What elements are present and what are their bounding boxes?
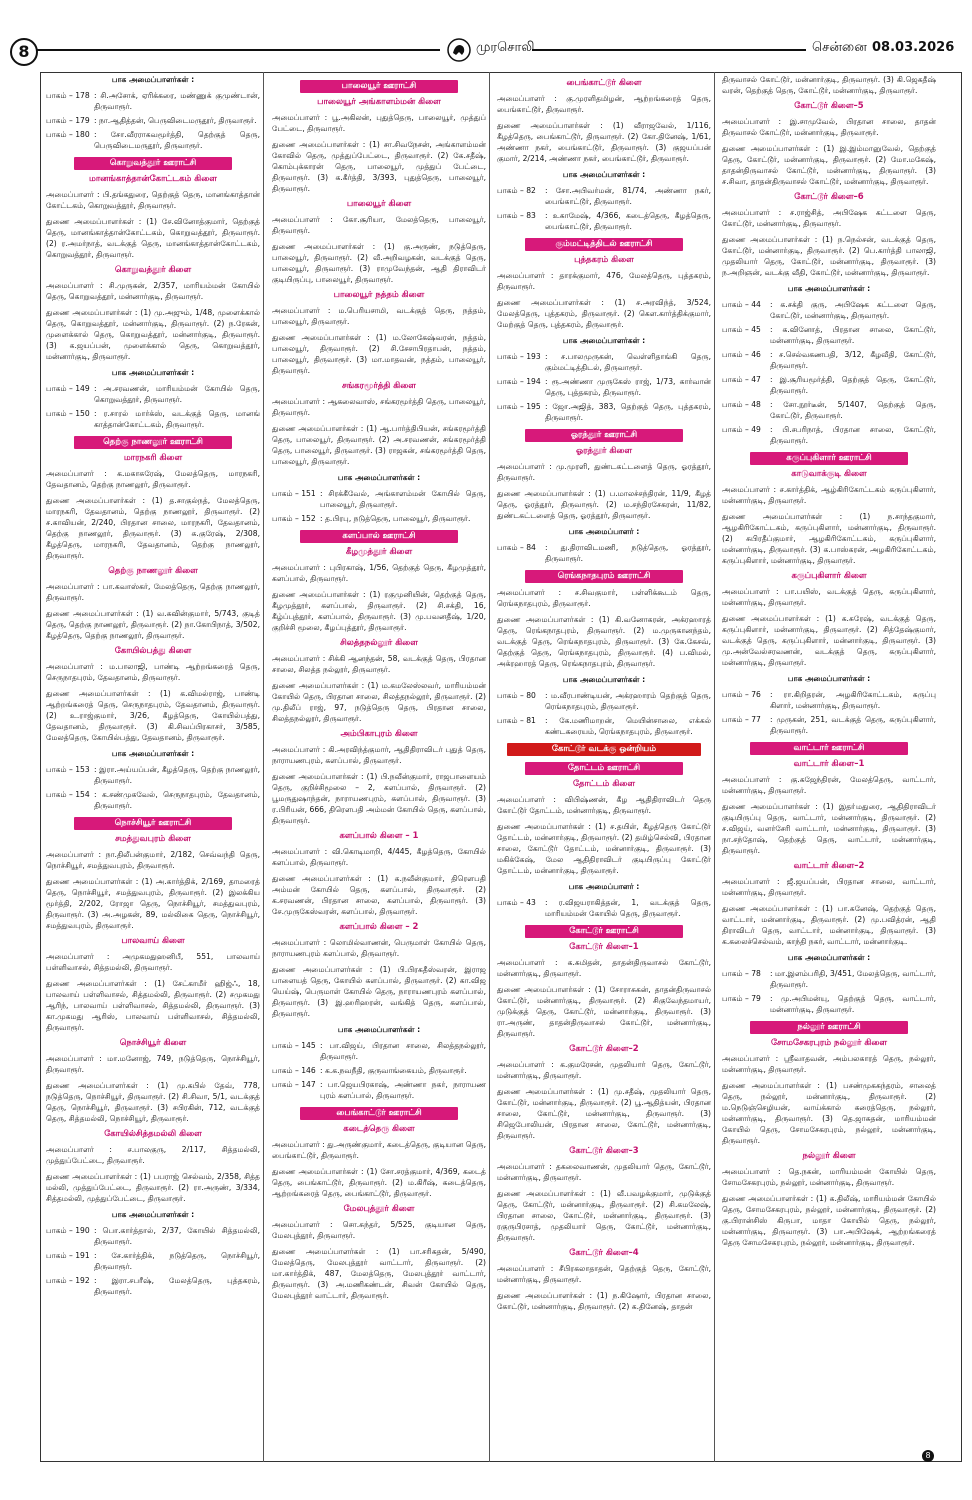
branch-heading: பாலையூர் கிளை	[346, 199, 412, 209]
section-label: பாக அமைப்பாளர்கள் :	[111, 749, 195, 758]
booth-row	[722, 714, 936, 736]
appointment-paragraph: அமைப்பாளர் : வி.கொடிமாறி, 4/445, கீழத்தெரு, கோயில் களப்பால், திருவாரூர்.	[272, 847, 486, 867]
booth-organiser: : ச.பாலமுருகன், வெள்ளிதாங்கி தெரு, கும்மட்டித்திடல், திருவாரூர்.	[545, 352, 711, 372]
booth-row	[497, 185, 711, 207]
branch-heading: அம்பிகாபுரம் கிளை	[340, 729, 418, 739]
branch-heading: பாலவாய் கிளை	[121, 936, 185, 946]
branch-heading: ஓரத்தூர் கிளை	[575, 446, 633, 456]
section-label: பாக அமைப்பாளர்கள் :	[787, 674, 871, 683]
branch-heading: சமத்துவபுரம் கிளை	[115, 834, 191, 844]
booth-organiser: : சோ.வீரராகவமூர்த்தி, தெற்குத் தெரு, பெருவிடைமருதூர், திருவாரூர்.	[94, 130, 260, 150]
branch-heading: கருப்புகிளார் கிளை	[791, 571, 867, 581]
booth-number: பாகம் – 80	[497, 691, 536, 700]
appointment-paragraph: துணை அமைப்பாளர்கள் : (1) மு.கபில் தேவ், 778, நடுத்தெரு, நொச்சியூர், திருவாரூர். (2) சி.சிவா, 5/1, வடக்குத் தெரு, நொச்சியூர், திருவாரூர். (3) சபிரகின், 712, வடக்குத் தெரு, சித்தமல்லி, நொச்சியூர், திருவாரூர்.	[46, 1081, 260, 1123]
booth-organiser: : பா.ஜெயபிரகாஷ், அண்ணா நகர், நாராயண புரம் களப்பால், திருவாரூர்.	[320, 1080, 486, 1100]
booth-row	[722, 968, 936, 990]
booth-number: பாகம் – 193	[497, 352, 541, 361]
appointment-paragraph: திருவாசல் கோட்டூர், மன்னார்குடி, திருவாரூர். (3) கி.ஜெகதீஷ் வரன், தெற்குத் தெரு, கோட்டூர், மன்னார்குடி, திருவாரூர்.	[722, 75, 936, 95]
booth-organiser: : கே.மணிமாறன், மெயின்சாலை, எக்கல் கண்டகரையம், ரெங்கநாதபுரம், திருவாரூர்.	[545, 716, 711, 736]
appointment-paragraph: துணை அமைப்பாளர்கள் : (1) பசண்முகசுந்தரம், சாலைத் தெரு, நல்லூர், மன்னார்குடி, திருவாரூர். (2) ம.நெடுஞ்செழியன், வாய்க்கால் கரைத்தெரு, நல்லூர், மன்னார்குடி, திருவாரூர். (3) தெ.ஜாசுதன், மாரியம்மன் கோயில் தெரு, சோமசேகரபுரம், நல்லூர், மன்னார்குடி, திருவாரூர்.	[722, 1081, 936, 1145]
section-label: பாக அமைப்பாளர் :	[568, 882, 640, 891]
branch-heading: நொச்சியூர் கிளை	[119, 1038, 187, 1048]
panchayat-banner: கோட்டூர் ஊராட்சி	[525, 925, 683, 938]
booth-organiser: : பி.சபரிநாத், பிரதான சாலை, கோட்டூர், திருவாரூர்.	[770, 425, 936, 445]
appointment-paragraph: துணை அமைப்பாளர்கள் : (1) ச.தயிள், கீழத்தெரு கோட்டூர் தோட்டம், மன்னார்குடி, திருவாரூர். (2) தமிழ்செல்வி, பிரதான சாலை, கோட்டூர் தோட்டம், மன்னார்குடி, திருவாரூர். (3) மகிக்கேஷ், மேல ஆதிதிராவிடர் குடியிருப்பு கோட்டூர் தோட்டம், மன்னார்குடி, திருவாரூர்.	[497, 822, 711, 875]
booth-row	[722, 349, 936, 371]
appointment-paragraph: அமைப்பாளர் : ஸ்ரீவாதவன், அம்பலகாரத் தெரு, நல்லூர், மன்னார்குடி, திருவாரூர்.	[722, 1054, 936, 1074]
branch-heading: கோட்டூர் கிளை–2	[569, 1044, 639, 1054]
panchayat-banner: தெற்கு நாணலூர் ஊராட்சி	[74, 436, 232, 449]
booth-row	[722, 993, 936, 1015]
panchayat-banner: ஓரத்தூர் ஊராட்சி	[525, 429, 683, 442]
appointment-paragraph: அமைப்பாளர் : கி.அரவிந்த்குமார், ஆதிதிராவிடர் புதுத் தெரு, நாராயணபுரம், களப்பால், திருவாரூர்.	[272, 745, 486, 765]
appointment-paragraph: துணை அமைப்பாளர்கள் : (1) மு.அஜும், 1/48, முளைக்கால் தெரு, கொறுவத்தூர், மன்னார்குடி, திருவாரூர். (2) ந.ரேகன், முளைக்கால் தெரு, கொறுவத்தூர், மன்னார்குடி, திருவாரூர். (3) க.ஜயப்பன், முளைக்கால் தெரு, கொறுவத்தூர், மன்னார்குடி, திருவாரூர்.	[46, 308, 260, 361]
appointment-paragraph: துணை அமைப்பாளர்கள் : (1) ரகுமுனியின், தெற்குத் தெரு, கீழமுத்தூர், களப்பால், திருவாரூர். (2) சி.சக்தி, 16, கீழ்ப்புத்தூர், களப்பால், திருவாரூர். (3) மு.பவனதீஷ், 1/20, குறிச்சி மூலை, கீழப்புத்தூர், திருவாரூர்.	[272, 590, 486, 632]
branch-heading: கொறுவத்தூர் கிளை	[114, 265, 192, 275]
union-banner: கோட்டூர் வடக்கு ஒன்றியம்	[507, 743, 701, 756]
booth-number: பாகம் – 82	[497, 186, 536, 195]
booth-number: பாகம் – 44	[722, 300, 761, 309]
panchayat-banner: கருப்புகிளார் ஊராட்சி	[750, 452, 908, 465]
appointment-paragraph: அமைப்பாளர் : பா.கவாஸ்கர், மேலத்தெரு, தெற்கு நாணலூர், திருவாரூர்.	[46, 582, 260, 602]
appointment-paragraph: அமைப்பாளர் : பி.தங்கதுரை, தெற்குத் தெரு, மானங்காத்தான் கோட்டகம், கொறுவத்தூர், திருவாரூர்.	[46, 190, 260, 210]
booth-row	[722, 424, 936, 446]
section-label: பாக அமைப்பாளர்கள் :	[562, 336, 646, 345]
panchayat-banner: களப்பால் ஊராட்சி	[300, 530, 458, 543]
section-label: பாக அமைப்பாளர்கள் :	[562, 170, 646, 179]
booth-number: பாகம் – 43	[497, 898, 536, 907]
booth-organiser: : த.பிரபு, நடுத்தெரு, பாலையூர், திருவாரூர்.	[320, 514, 471, 523]
booth-row	[46, 764, 260, 786]
appointment-paragraph: அமைப்பாளர் : பா.பயிஸ், வடக்குத் தெரு, கருப்புகிளார், மன்னார்குடி, திருவாரூர்.	[722, 587, 936, 607]
branch-heading: பாலையூர் நத்தம் கிளை	[333, 290, 425, 300]
booth-organiser: : இரா.அய்யப்பன், கீழத்தெரு, தெற்கு நாணலூர், திருவாரூர்.	[94, 765, 260, 785]
panchayat-banner: தோட்டம் ஊராட்சி	[525, 762, 683, 775]
appointment-paragraph: அமைப்பாளர் : ம.பெரியசாமி, வடக்குத் தெரு, நத்தம், பாலையூர், திருவாரூர்.	[272, 306, 486, 326]
appointment-paragraph: அமைப்பாளர் : ச.ராஜ்சித், அபிஷேக கட்டளை தெரு, கோட்டூர், மன்னார்குடி, திருவாரூர்.	[722, 208, 936, 228]
appointment-paragraph: அமைப்பாளர் : சீபிரகலாதாதன், தெற்குத் தெரு, கோட்டூர், மன்னார்குடி, திருவாரூர்.	[497, 1264, 711, 1284]
branch-heading: சங்கரமூர்த்தி கிளை	[342, 381, 416, 391]
appointment-paragraph: துணை அமைப்பாளர்கள் : (1) வீராஜவேல், 1/116, கீழத்தெரு, பைங்காட்டூர், திருவாரூர். (2) கோ.தினேஷ், 1/61, அண்ணா நகர், பைங்காட்டூர், திருவாரூர். (3) குஜயப்பன் குமார், 2/214, அண்ணா நகர், பைங்காட்டூர், திருவாரூர்.	[497, 121, 711, 163]
appointment-paragraph: துணை அமைப்பாளர்கள் : (1) இ.இம்மானுவேல், தெற்குத் தெரு, கோட்டூர், மன்னார்குடி, திருவாரூர். (2) மோ.மகேஷ், தாதன்திருவாசல் கோட்டூர், மன்னார்குடி, திருவாரூர். (3) ச.சிவா, தாதன்திருவாசல் கோட்டூர், மன்னார்குடி, திருவாரூர்.	[722, 144, 936, 186]
booth-number: பாகம் – 46	[722, 350, 761, 359]
appointment-paragraph: துணை அமைப்பாளர்கள் : (1) ஆ.பார்த்திபியன், சங்கரமூர்த்தி தெரு, பாலையூர், திருவாரூர். (2) அ.சரவணன், சங்கரமூர்த்தி தெரு, பாலையூர், திருவாரூர். (3) ராஜகன், சங்கரமூர்த்தி தெரு, பாலையூர், திருவாரூர்.	[272, 424, 486, 466]
appointment-paragraph: அமைப்பாளர் : தகலைவாணன், முதலியார் தெரு, கோட்டூர், மன்னார்குடி, திருவாரூர்.	[497, 1162, 711, 1182]
appointment-paragraph: துணை அமைப்பாளர்கள் : (1) ச.அரவிந்த், 3/524, மேலத்தெரு, புத்தகரம், திருவாரூர். (2) கௌ.கார்த்திக்குமார், மேற்குத் தெரு, புத்தகரம், திருவாரூர்.	[497, 298, 711, 329]
panchayat-banner: நல்லூர் ஊராட்சி	[750, 1021, 908, 1034]
panchayat-banner: ரெங்கநாதபுரம் ஊராட்சி	[525, 570, 683, 583]
appointment-paragraph: அமைப்பாளர் : ஆகலைவாஸ், சங்கரமூர்த்தி தெரு, பாலையூர், திருவாரூர்.	[272, 397, 486, 417]
booth-row	[722, 399, 936, 421]
booth-number: பாகம் – 79	[722, 994, 761, 1003]
booth-row	[497, 542, 711, 564]
appointment-paragraph: அமைப்பாளர் : லொமில்வாணன், பெருமாள் கோயில் தெரு, நாராயணபுரம் களப்பால், திருவாரூர்.	[272, 938, 486, 958]
appointment-paragraph: துணை அமைப்பாளர்கள் : (1) சே.வினோத்குமார், தெற்குத் தெரு, மானங்காத்தான்கோட்டகம், கொறுவத்தூர், திருவாரூர். (2) ர.அமர்நாத், வடக்குத் தெரு, மானங்காத்தான்கோட்டகம், கொறுவத்தூர், திருவாரூர்.	[46, 217, 260, 259]
appointment-paragraph: துணை அமைப்பாளர்கள் : (1) பபராஜ் செல்வம், 2/358, சித்த மல்லி, முத்துப்பேட்டை, திருவாரூர். (2) ரா.அருண், 3/334, சித்தமல்லி, முத்துப்பேட்டை, திருவாரூர்.	[46, 1172, 260, 1203]
booth-row	[497, 690, 711, 712]
booth-row	[46, 1275, 260, 1297]
booth-organiser: : சி.அசோக், ஏரிக்கரை, மண்ணுக் குமுண்டான், திருவாரூர்.	[94, 91, 260, 111]
branch-heading: கோட்டூர் கிளை–5	[794, 101, 864, 111]
booth-number: பாகம் – 179	[46, 116, 90, 125]
branch-heading: கடைத்தெரு கிளை	[343, 1124, 415, 1134]
appointment-paragraph: அமைப்பாளர் : இ.சாமுவேல், பிரதான சாலை, தாதன் திருவாசல் கோட்டூர், மன்னார்குடி, திருவாரூர்.	[722, 117, 936, 137]
booth-organiser: : நா.ஆதித்தன், பெருவிடைமருதூர், திருவாரூர்.	[94, 116, 257, 125]
branch-heading: வாட்டார் கிளை–2	[793, 861, 865, 871]
branch-heading: களப்பால் கிளை – 1	[339, 831, 419, 841]
appointment-paragraph: அமைப்பாளர் : து.அருண்குமார், கடைத்தெரு, குடியான தெரு, பைங்காட்டூர், திருவாரூர்.	[272, 1140, 486, 1160]
appointment-paragraph: துணை அமைப்பாளர்கள் : (1) க.திலீஷ், மாரியம்மன் கோயில் தெரு, சோமசேகரபுரம், நல்லூர், மன்னார்குடி, திருவாரூர். (2) கு.பிரான்சிஸ் கிருபா, மாதா கோயில் தெரு, நல்லூர், மன்னார்குடி, திருவாரூர். (3) பா.அபிஷேக், ஆற்றங்கரைத் தெரு சோமசேகரபுரம், நல்லூர், மன்னார்குடி, திருவாரூர்.	[722, 1194, 936, 1247]
appointment-paragraph: அமைப்பாளர் : ச.கார்த்திக், ஆழ்கிரிகோட்டகம் கருப்புகிளார், மன்னார்குடி, திருவாரூர்.	[722, 485, 936, 505]
column-divider-1	[263, 72, 264, 1462]
booth-number: பாகம் – 150	[46, 409, 90, 418]
booth-row	[497, 897, 711, 919]
appointment-paragraph: துணை அமைப்பாளர்கள் : (1) பி.நவீன்குமார், ராஜபாளையம் தெரு, குறிச்சிமூலை – 2, களப்பால், திருவாரூர். (2) பூமருதுஷாந்தன், நாராயணபுரம், களப்பால், திருவாரூர். (3) ர.பிரியன், 666, திரௌபதி அம்மன் கோயில் தெரு, களப்பால், திருவாரூர்.	[272, 772, 486, 825]
booth-number: பாகம் – 47	[722, 375, 761, 384]
booth-organiser: : ரா.கிறிதரன், அழகிரிகோட்டகம், கருப்பு கிளார், மன்னார்குடி, திருவாரூர்.	[770, 690, 936, 710]
booth-row	[722, 324, 936, 346]
appointment-paragraph: துணை அமைப்பாளர்கள் : (1) வீ.பவழக்குமார், முடுக்குத் தெரு, கோட்டூர், மன்னார்குடி, திருவாரூர். (2) சி.கமலேஷ், பிரதான சாலை, கோட்டூர், மன்னார்குடி, திருவாரூர். (3) ரகுருபிரசாத், முதலியார் தெரு, கோட்டூர், மன்னார்குடி, திருவாரூர்.	[497, 1189, 711, 1242]
booth-number: பாகம் – 76	[722, 690, 761, 699]
section-label: பாக அமைப்பாளர் :	[568, 527, 640, 536]
branch-heading: கோட்டூர் கிளை–6	[794, 192, 864, 202]
footer-page-number: 8	[922, 1450, 934, 1462]
booth-organiser: : உகாமேஷ், 4/366, கடைத்தெரு, கீழத்தெரு, பைங்காட்டூர், திருவாரூர்.	[545, 211, 711, 231]
appointment-paragraph: அமைப்பாளர் : க.மகாசுரேஷ், மேலத்தெரு, மாரநகரி, தேவதானம், தெற்கு நாணலூர், திருவாரூர்.	[46, 469, 260, 489]
booth-number: பாகம் – 154	[46, 790, 90, 799]
appointment-paragraph: அமைப்பாளர் : கு.முரளிதமிழன், ஆற்றங்கரைத் தெரு, பைங்காட்டூர், திருவாரூர்.	[497, 94, 711, 114]
booth-organiser: : மு.அபிமன்யு, தெற்குத் தெரு, வாட்டார், மன்னார்குடி, திருவாரூர்.	[770, 994, 936, 1014]
appointment-paragraph: துணை அமைப்பாளர்கள் : (1) கி.வனோகரன், அக்ரஹாரத் தெரு, ரெங்கநாதபுரம், திருவாரூர். (2) ம.முருகானந்தம், வடக்குத் தெரு, ரெங்கநாதபுரம், திருவாரூர். (3) கே.கேசவ், தெற்குத் தெரு, ரெங்கநாதபுரம், திருவாரூர். (4) ப.விமல், அக்ரஹாரத் தெரு, ரெங்கநாதபுரம், திருவாரூர்.	[497, 615, 711, 668]
branch-heading: வாட்டார் கிளை–1	[793, 759, 865, 769]
panchayat-banner: வாட்டார் ஊராட்சி	[750, 742, 908, 755]
section-label: பாக அமைப்பாளர்கள் :	[337, 1025, 421, 1034]
appointment-paragraph: அமைப்பாளர் : க.குமரேசன், முதலியார் தெரு, கோட்டூர், மன்னார்குடி, திருவாரூர்.	[497, 1060, 711, 1080]
booth-row	[46, 408, 260, 430]
booth-number: பாகம் – 83	[497, 211, 536, 220]
section-label: பாக அமைப்பாளர்கள் :	[111, 75, 195, 84]
booth-organiser: : பா.விஜய், பிரதான சாலை, சிலத்தநல்லூர், திருவாரூர்.	[320, 1041, 486, 1061]
booth-row	[272, 1079, 486, 1101]
booth-organiser: : சிரக்கீவேல், அங்காளம்மன் கோயில் தெரு, பாலையூர், திருவாரூர்.	[320, 489, 486, 509]
branch-heading: கோயில்பத்து கிளை	[114, 646, 192, 656]
booth-row	[497, 210, 711, 232]
appointment-paragraph: துணை அமைப்பாளர்கள் : (1) ந.நெல்சன், வடக்குத் தெரு, கோட்டூர், மன்னார்குடி, திருவாரூர். (2) பெ.கார்த்தி பாலாஜி, முதலியார் தெரு, கோட்டூர், மன்னார்குடி, திருவாரூர். (3) ந.அறிஞன், வடக்கு வீதி, கோட்டூர், மன்னார்குடி, திருவாரூர்.	[722, 235, 936, 277]
appointment-paragraph: துணை அமைப்பாளர்கள் : (1) க.நவீன்குமார், திரௌபதி அம்மன் கோயில் தெரு, களப்பால், திருவாரூர். (2) க.சரவணன், பிரதான சாலை, களப்பால், திருவாரூர். (3) சே.முருகேஸ்வரன், களப்பால், திருவாரூர்.	[272, 874, 486, 916]
section-label: பாக அமைப்பாளர்கள் :	[562, 675, 646, 684]
appointment-paragraph: அமைப்பாளர் : கு.கஜேந்திரன், மேலத்தெரு, வாட்டார், மன்னார்குடி, திருவாரூர்.	[722, 775, 936, 795]
appointment-paragraph: துணை அமைப்பாளர்கள் : (1) அ.கார்த்திக், 2/169, தாமரைத் தெரு, நொச்சியூர், சமத்துவபுரம், திருவாரூர். (2) இலக்கிய மூர்த்தி, 2/202, ரோஜா தெரு, நொச்சியூர், சமத்துவபுரம், திருவாரூர். (3) அ.அழகன், 89, மல்லிகை தெரு, நொச்சியூர், சமத்துவபுரம், திருவாரூர்.	[46, 877, 260, 930]
booth-number: பாகம் – 84	[497, 543, 536, 552]
appointment-paragraph: துணை அமைப்பாளர்கள் : (1) பி.பிரகதீஸ்வரன், இராஜ பாளையத் தெரு, கோயில் களப்பால், திருவாரூர். (2) கா.விஜ யெய்ஷ், பெருமாள் கோயில் தெரு, நாராயணபுரம் களப்பால், திருவாரூர். (3) இ.ஹரிஹரன், வங்கித் தெரு, களப்பால், திருவாரூர்.	[272, 965, 486, 1018]
appointment-paragraph: அமைப்பாளர் : நா.திலீபன்குமார், 2/182, செவ்வந்தி தெரு, நொச்சியூர், சமத்துவபுரம், திருவாரூர்.	[46, 850, 260, 870]
booth-organiser: : ர.விஜயராகித்தன், 1, வடக்குத் தெரு, மாரியம்மன் கோயில் தெரு, திருவாரூர்.	[545, 898, 711, 918]
appointment-paragraph: அமைப்பாளர் : பூ.அகிலன், புதுத்தெரு, பாலையூர், முத்துப் பேட்டை, திருவாரூர்.	[272, 113, 486, 133]
booth-number: பாகம் – 77	[722, 715, 761, 724]
booth-number: பாகம் – 48	[722, 400, 761, 409]
appointment-paragraph: அமைப்பாளர் : சி.முருகன், 2/357, மாரியம்மன் கோயில் தெரு, கொறுவத்தூர், மன்னார்குடி, திருவாரூர்.	[46, 281, 260, 301]
booth-row	[46, 789, 260, 811]
branch-heading: மாரநகரி கிளை	[123, 453, 183, 463]
booth-row	[272, 513, 486, 524]
panchayat-banner: பாலையூர் ஊராட்சி	[300, 80, 458, 93]
column-divider-3	[714, 72, 715, 1462]
appointment-paragraph: துணை அமைப்பாளர்கள் : (1) த.சாகுல்நத், மேலத்தெரு, மாரநகரி, தேவதானம், தெற்கு நாணலூர், திருவாரூர். (2) ச.காவியன், 2/240, பிரதான சாலை, மாரநகரி, தேவதானம், தெற்கு நாணலூர், திருவாரூர். (3) சு.குரேஷ், 2/308, கீழத்தெரு, மாரநகரி, தேவதானம், தெற்கு நாணலூர், திருவாரூர்.	[46, 496, 260, 560]
booth-number: பாகம் – 195	[497, 402, 541, 411]
booth-number: பாகம் – 149	[46, 384, 90, 393]
section-label: பாக அமைப்பாளர்கள் :	[111, 1210, 195, 1219]
branch-heading: மானங்காத்தான்கோட்டகம் கிளை	[89, 174, 217, 184]
booth-organiser: : இ.சூரியமூர்த்தி, தெற்குத் தெரு, கோட்டூர், திருவாரூர்.	[770, 375, 936, 395]
branch-heading: கீழமுத்தூர் கிளை	[345, 547, 413, 557]
appointment-paragraph: அமைப்பாளர் : ச.பாலகுரு, 2/117, சித்தமல்லி, முத்துப்பேட்டை, திருவாரூர்.	[46, 1145, 260, 1165]
booth-row	[46, 115, 260, 126]
booth-number: பாகம் – 147	[272, 1080, 316, 1089]
booth-row	[272, 1065, 486, 1076]
booth-row	[46, 383, 260, 405]
section-label: பாக அமைப்பாளர்கள் :	[337, 473, 421, 482]
appointment-paragraph: துணை அமைப்பாளர்கள் : (1) சேட்காமீர் ஹிஜ்ஃ, 18, பாலவாய் பள்ளிவாசல், சித்தமல்லி, திருவாரூர். (2) சமுகமது ஆரிந், பாலவாய் பள்ளிவாசல், சித்தமல்லி, திருவாரூர். (3) கா.முகமது ஆரிஸ், பாலவாய் பள்ளிவாசல், சித்தமல்லி, திருவாரூர்.	[46, 979, 260, 1032]
appointment-paragraph: அமைப்பாளர் : கோ.சூரியா, மேலத்தெரு, பாலையூர், திருவாரூர்.	[272, 215, 486, 235]
branch-heading: மேலபுத்தூர் கிளை	[343, 1204, 415, 1214]
booth-organiser: : து.திராவிடமணி, நடுத்தெரு, ஓரத்தூர், திருவாரூர்.	[545, 543, 711, 563]
booth-number: பாகம் – 192	[46, 1276, 90, 1285]
booth-organiser: : ர.சாரல் மார்க்ஸ், வடக்குத் தெரு, மானங் காத்தான்கோட்டகம், திருவாரூர்.	[94, 409, 260, 429]
booth-number: பாகம் – 190	[46, 1226, 90, 1235]
booth-number: பாகம் – 180	[46, 130, 90, 139]
column-2	[272, 74, 486, 1454]
booth-organiser: : க.சண்முகவேல், செருநாதபுரம், தேவதானம், திருவாரூர்.	[94, 790, 260, 810]
booth-number: பாகம் – 45	[722, 325, 761, 334]
panchayat-banner: கும்மட்டித்திடல் ஊராட்சி	[525, 238, 683, 251]
branch-heading: காடுவாக்குடி கிளை	[791, 469, 867, 479]
branch-heading: சோமசேகரபுரம் நல்லூர் கிளை	[770, 1038, 888, 1048]
booth-number: பாகம் – 178	[46, 91, 90, 100]
column-divider-2	[489, 72, 490, 1462]
booth-organiser: : க.வினோத், பிரதான சாலை, கோட்டூர், மன்னார்குடி, திருவாரூர்.	[770, 325, 936, 345]
branch-heading: பைங்காட்டூர் கிளை	[566, 78, 642, 88]
booth-organiser: : க.க.நவநீதி, குருவாங்கையம், திருவாரூர்.	[320, 1066, 467, 1075]
page-number: 8	[10, 38, 38, 66]
booth-number: பாகம் – 194	[497, 377, 541, 386]
booth-number: பாகம் – 153	[46, 765, 90, 774]
rising-sun-logo-icon	[447, 38, 471, 62]
booth-row	[46, 129, 260, 151]
booth-organiser: : சோ.அபிவர்மன், 81/74, அண்ணா நகர், பைங்காட்டூர், திருவாரூர்.	[545, 186, 711, 206]
branch-heading: கோயில்சித்தமல்லி கிளை	[104, 1129, 202, 1139]
appointment-paragraph: துணை அமைப்பாளர்கள் : (1) க.சுரேஷ், வடக்குத் தெரு, கருப்புகிளார், மன்னார்குடி, திருவாரூர். (2) சித்தேஷ்குமார், வடக்குத் தெரு, கருப்புகிளார், மன்னார்குடி, திருவாரூர். (3) மு.அன்வேல்சரவணன், வடக்குத் தெரு, கருப்புகிளார், மன்னார்குடி, திருவாரூர்.	[722, 614, 936, 667]
appointment-paragraph: துணை அமைப்பாளர்கள் : (1) பா.கனேஷ், தெற்குத் தெரு, வாட்டார், மன்னார்குடி, திருவாரூர். (2) மு.பவித்ரன், ஆதி திராவிடர் தெரு, வாட்டார், மன்னார்குடி, திருவாரூர். (3) க.கலைச்செல்வம், காந்தி நகர், வாட்டார், மன்னார்குடி.	[722, 904, 936, 946]
booth-organiser: : அ.சரவணன், மாரியம்மன் கோயில் தெரு, கொறுவத்தூர், திருவாரூர்.	[94, 384, 260, 404]
appointment-paragraph: துணை அமைப்பாளர்கள் : (1) வ.சுவின்குமார், 5/743, குடித் தெரு, தெற்கு நாணலூர், திருவாரூர். (2) நா.கோபிநாத், 3/502, கீழத்தெரு, தெற்கு நாணலூர், திருவாரூர்.	[46, 609, 260, 640]
booth-row	[497, 715, 711, 737]
appointment-paragraph: துணை அமைப்பாளர்கள் : (1) ந.கிஷோர், பிரதான சாலை, கோட்டூர், மன்னார்குடி, திருவாரூர். (2) க.தினேஷ், தாதன்	[497, 1291, 711, 1311]
appointment-paragraph: அமைப்பாளர் : சிக்கி ஆனந்தன், 58, வடக்குத் தெரு, பிரதான சாலை, சிலத்த நல்லூர், திருவாரூர்.	[272, 654, 486, 674]
booth-number: பாகம் – 78	[722, 969, 761, 978]
appointment-paragraph: துணை அமைப்பாளர்கள் : (1) இதா்மதுரை, ஆதிதிராவிடர் குடியிருப்பு தெரு, வாட்டார், மன்னார்குடி, திருவாரூர். (2) ச.விஜய், வளர்சேரி வாட்டார், மன்னார்குடி, திருவாரூர். (3) நா.சந்தோஷ், தெற்குத் தெரு, வாட்டார், மன்னார்குடி, திருவாரூர்.	[722, 802, 936, 855]
booth-row	[46, 90, 260, 112]
branch-heading: கோட்டூர் கிளை–4	[569, 1248, 639, 1258]
branch-heading: நல்லூர் கிளை	[802, 1151, 856, 1161]
edition-city: சென்னை	[812, 40, 867, 55]
booth-row	[272, 488, 486, 510]
branch-heading: கோட்டூர் கிளை–1	[569, 942, 639, 952]
panchayat-banner: நொச்சியூர் ஊராட்சி	[74, 817, 232, 830]
booth-row	[272, 1040, 486, 1062]
appointment-paragraph: துணை அமைப்பாளர்கள் : (1) க.விமல்ராஜ், பாண்டி ஆற்றங்கரைத் தெரு, செருநாதபுரம், தேவதானம், திருவாரூர். (2) உ.ராஜ்குமார், 3/26, கீழத்தெரு, கோயில்பத்து, தேவதானம், திருவாரூர். (3) கி.சிவப்பிரகாசர், 3/585, மேலத்தெரு, கோயில்பத்து, தேவதானம், திருவாரூர்.	[46, 689, 260, 742]
edition-date: 08.03.2026	[872, 40, 955, 55]
booth-number: பாகம் – 49	[722, 425, 761, 434]
panchayat-banner: பைங்காட்டூர் ஊராட்சி	[300, 1107, 458, 1120]
booth-number: பாகம் – 191	[46, 1251, 90, 1260]
branch-heading: கோட்டூர் கிளை–3	[569, 1146, 639, 1156]
masthead-rule-middle	[532, 49, 806, 51]
booth-row	[497, 401, 711, 423]
branch-heading: சிலத்தநல்லூர் கிளை	[340, 638, 418, 648]
booth-organiser: : பொ.கார்த்தால், 2/37, கோயில் சித்தமல்லி, திருவாரூர்.	[94, 1226, 260, 1246]
booth-number: பாகம் – 146	[272, 1066, 316, 1075]
booth-organiser: : இரா.சபரீஷ், மேலத்தெரு, புத்தகரம், திருவாரூர்.	[94, 1276, 260, 1296]
appointment-paragraph: அமைப்பாளர் : அமுகமதுஹனிபீ, 551, பாலவாய் பள்ளிவாசல், சித்தமல்லி, திருவாரூர்.	[46, 952, 260, 972]
appointment-paragraph: துணை அமைப்பாளர்கள் : (1) சோ.சரத்குமார், 4/369, கடைத் தெரு, பைங்காட்டூர், திருவாரூர். (2) ம.கிரீஷ், கடைத்தெரு, ஆற்றங்கரைத் தெரு, பைங்காட்டூர், திருவாரூர்.	[272, 1167, 486, 1198]
branch-heading: பாலையூர் அங்காளம்மன் கிளை	[317, 97, 441, 107]
appointment-paragraph: அமைப்பாளர் : ஜீ.ஜயப்பன், பிரதான சாலை, வாட்டார், மன்னார்குடி, திருவாரூர்.	[722, 877, 936, 897]
appointment-paragraph: துணை அமைப்பாளர்கள் : (1) சோராசுகன், தாதன்திருவாசல் கோட்டூர், மன்னார்குடி, திருவாரூர். (2) சிகுவேந்தமாயர், முடுக்குத் தெரு, கோட்டூர், மன்னார்குடி, திருவாரூர். (3) ரா.அருண், தாதன்திருவாசல் கோட்டூர், மன்னார்குடி, திருவாரூர்.	[497, 985, 711, 1038]
booth-organiser: : ம.வீரபாண்டியன், அக்ரஹாரம் தெற்குத் தெரு, ரெங்கநாதபுரம், திருவாரூர்.	[545, 691, 711, 711]
section-label: பாக அமைப்பாளர்கள் :	[787, 284, 871, 293]
booth-row	[722, 299, 936, 321]
booth-number: பாகம் – 152	[272, 514, 316, 523]
booth-organiser: : சே.கார்த்திக், நடுத்தெரு, நொச்சியூர், திருவாரூர்.	[94, 1251, 260, 1271]
appointment-paragraph: துணை அமைப்பாளர்கள் : (1) கு.அருண், நடுத்தெரு, பாலையூர், திருவாரூர். (2) வீ.அறிவழகன், வடக்குத் தெரு, பாலையூர், திருவாரூர். (3) ராமுவேந்தன், ஆதி திராவிடர் குடியிருப்பு, பாலையூர், திருவாரூர்.	[272, 242, 486, 284]
booth-organiser: : ரூ.அண்ணா முருகேஸ் ராஜ், 1/73, கார்வான் தெரு, புத்தகரம், திருவாரூர்.	[545, 377, 711, 397]
appointment-paragraph: துணை அமைப்பாளர்கள் : (1) ந.சாந்தகுமார், ஆழகிரிகோட்டகம், கருப்புகிளார், மன்னார்குடி, திருவாரூர். (2) சுபிரதீப்குமார், ஆழகிரிகோட்டகம், கருப்புகிளார், மன்னார்குடி, திருவாரூர். (3) க.பாஸ்கரன், அழகிரிகோட்டகம், கருப்புகிளார், மன்னார்குடி, திருவாரூர்.	[722, 512, 936, 565]
appointment-paragraph: அமைப்பாளர் : புபிரகாஷ், 1/56, தெற்குத் தெரு, கீழமுத்தூர், களப்பால், திருவாரூர்.	[272, 563, 486, 583]
appointment-paragraph: அமைப்பாளர் : தெ.நகன், மாரியம்மன் கோயில் தெரு, சோமசேகரபுரம், நல்லூர், மன்னார்குடி, திருவாரூர்.	[722, 1167, 936, 1187]
section-label: பாக அமைப்பாளர்கள் :	[787, 953, 871, 962]
booth-row	[497, 351, 711, 373]
appointment-paragraph: துணை அமைப்பாளர்கள் : (1) சா.சிவநேசன், அங்காளம்மன் கோவில் தெரு, முத்துப்பேட்டை, திருவாரூர். (2) கே.சதீஷ், கொம்புக்காரன் தெரு, பாலையூர், முத்துப் பேட்டை, திருவாரூர். (3) க.கீர்த்தி, 3/393, புதுத்தெரு, பாலையூர், திருவாரூர்.	[272, 140, 486, 193]
booth-organiser: : சோ.நூர்டீன், 5/1407, தெற்குத் தெரு, கோட்டூர், திருவாரூர்.	[770, 400, 936, 420]
booth-row	[497, 376, 711, 398]
masthead	[0, 0, 972, 62]
appointment-paragraph: அமைப்பாளர் : ம.பாலாஜி, பாண்டி ஆற்றங்கரைத் தெரு, செருநாதபுரம், தேவதானம், திருவாரூர்.	[46, 662, 260, 682]
booth-organiser: : மா.இளம்பரிதி, 3/451, மேலத்தெரு, வாட்டார், திருவாரூர்.	[770, 969, 936, 989]
appointment-paragraph: துணை அமைப்பாளர்கள் : (1) ம.லோகேஷ்வரன், நத்தம், பாலையூர், திருவாரூர். (2) சி.சேசாபிரதாபன், நத்தம், பாலையூர், திருவாரூர். (3) மா.மாதவன், நத்தம், பாலையூர், திருவாரூர்.	[272, 333, 486, 375]
appointment-paragraph: துணை அமைப்பாளர்கள் : (1) ம.கமலேஸ்லவர், மாரியம்மன் கோயில் தெரு, பிரதான சாலை, சிலத்தநல்லூர், திருவாரூர். (2) மு.திலீப் ராஜ், 97, நடுத்தெரு தெரு, பிரதான சாலை, சிலத்தநல்லூர், திருவாரூர்.	[272, 681, 486, 723]
booth-row	[722, 374, 936, 396]
booth-row	[46, 1225, 260, 1247]
booth-row	[46, 1250, 260, 1272]
booth-row	[722, 689, 936, 711]
appointment-paragraph: அமைப்பாளர் : மு.முரளி, துண்டகட்டளைத் தெரு, ஓரத்தூர், திருவாரூர்.	[497, 462, 711, 482]
appointment-paragraph: அமைப்பாளர் : க.சுமிதன், தாதன்திருவாசல் கோட்டூர், மன்னார்குடி, திருவாரூர்.	[497, 958, 711, 978]
branch-heading: தெற்கு நாணலூர் கிளை	[108, 566, 198, 576]
booth-number: பாகம் – 145	[272, 1041, 316, 1050]
booth-organiser: : ஜோ.அஜித், 383, தெற்குத் தெரு, புத்தகரம், திருவாரூர்.	[545, 402, 711, 422]
branch-heading: புத்தகரம் கிளை	[574, 255, 634, 265]
appointment-paragraph: துணை அமைப்பாளர்கள் : (1) மு.சதீஷ், முதலியார் தெரு, கோட்டூர், மன்னார்குடி, திருவாரூர். (2) பூ.ஆதித்யன், பிரதான சாலை, கோட்டூர், மன்னார்குடி, திருவாரூர். (3) சிஜெபோலியன், பிரதான சாலை, கோட்டூர், மன்னார்குடி, திருவாரூர்.	[497, 1087, 711, 1140]
appointment-paragraph: துணை அமைப்பாளர்கள் : (1) ப.மாலச்சந்திரன், 11/9, கீழத் தெரு, ஓரத்தூர், திருவாரூர். (2) ம.சந்திரசேகரன், 11/82, துண்டகட்டளைத் தெரு, ஓரத்தூர், திருவாரூர்.	[497, 489, 711, 520]
booth-organiser: : க.சக்தி குரு, அபிஷேக கட்டளை தெரு, கோட்டூர், மன்னார்குடி, திருவாரூர்.	[770, 300, 936, 320]
branch-heading: களப்பால் கிளை – 2	[339, 922, 419, 932]
appointment-paragraph: அமைப்பாளர் : தாரக்குமார், 476, மேலத்தெரு, புத்தகரம், திருவாரூர்.	[497, 271, 711, 291]
appointment-paragraph: துணை அமைப்பாளர்கள் : (1) பா.சரிகதன், 5/490, மேலத்தெரு, மேலபுத்தூர் வாட்டார், திருவாரூர். (2) மா.கார்த்திக், 487, மேலத்தெரு, மேலபுத்தூர் வாட்டார், திருவாரூர். (3) அ.மணிகண்டன், சிவன் கோயில் தெரு, மேலபுத்தூர் வாட்டார், திருவாரூர்.	[272, 1247, 486, 1300]
booth-number: பாகம் – 151	[272, 489, 316, 498]
appointment-paragraph: அமைப்பாளர் : மா.மனோஜ், 749, நடுத்தெரு, நொச்சியூர், திருவாரூர்.	[46, 1054, 260, 1074]
column-4	[722, 74, 936, 1454]
masthead-rule-left	[36, 49, 440, 51]
branch-heading: தோட்டம் கிளை	[572, 779, 636, 789]
column-1	[46, 74, 260, 1454]
appointment-paragraph: அமைப்பாளர் : ச.சிவகுமார், பள்ளிக்கூடம் தெரு, ரெங்கநாதபுரம், திருவாரூர்.	[497, 588, 711, 608]
appointment-paragraph: அமைப்பாளர் : சொ.சுந்தர், 5/525, குடியான தெரு, மேலபுத்தூர், திருவாரூர்.	[272, 1220, 486, 1240]
booth-number: பாகம் – 81	[497, 716, 536, 725]
booth-organiser: : ச.செல்வகணபதி, 3/12, கீழவீதி, கோட்டூர், திருவாரூர்.	[770, 350, 936, 370]
newspaper-name: முரசொலி	[476, 40, 535, 55]
booth-organiser: : முருகன், 251, வடக்குத் தெரு, கருப்புகிளார், திருவாரூர்.	[770, 715, 936, 735]
appointment-paragraph: அமைப்பாளர் : விபிஷ்ணன், கீழ ஆதிதிராவிடர் தெரு கோட்டூர் தோட்டம், மன்னார்குடி, திருவாரூர்.	[497, 795, 711, 815]
section-label: பாக அமைப்பாளர்கள் :	[111, 368, 195, 377]
panchayat-banner: கொறுவத்தூர் ஊராட்சி	[74, 157, 232, 170]
column-3	[497, 74, 711, 1454]
